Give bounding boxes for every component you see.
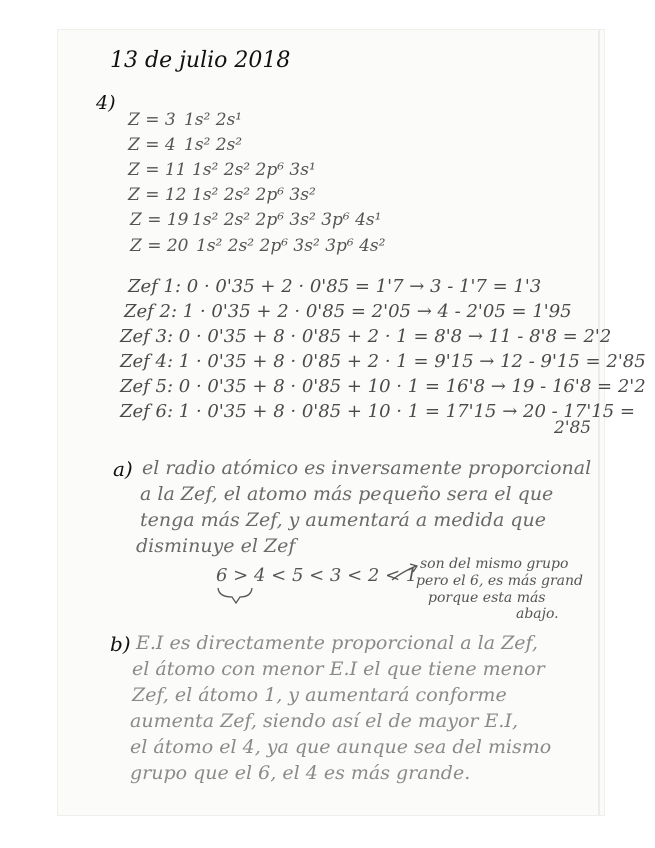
zef-line: Zef 4: 1 · 0'35 + 8 · 0'85 + 2 · 1 = 9'15 → 12 - 9'15 = 2'85 bbox=[120, 351, 646, 372]
part-b-text-line: el átomo el 4, ya que aunque sea del mismo bbox=[130, 736, 552, 758]
config-z-label: Z = 3 bbox=[128, 110, 176, 130]
config-z-label: Z = 20 bbox=[130, 236, 189, 256]
bracket-mark bbox=[218, 588, 252, 603]
part-a-text-line: disminuye el Zef bbox=[136, 535, 296, 557]
zef-line: Zef 6: 1 · 0'35 + 8 · 0'85 + 10 · 1 = 17'15 → 20 - 17'15 = bbox=[120, 401, 635, 422]
order-note-line: abajo. bbox=[516, 606, 559, 622]
order-note-line: porque esta más bbox=[428, 590, 546, 606]
zef-last-result: 2'85 bbox=[554, 418, 592, 438]
part-b-text-line: Zef, el átomo 1, y aumentará conforme bbox=[132, 684, 507, 706]
config-z-label: Z = 11 bbox=[128, 160, 187, 180]
config-value: 1s² 2s² 2p⁶ 3s² bbox=[192, 185, 316, 205]
question-number: 4) bbox=[96, 92, 116, 114]
config-value: 1s² 2s¹ bbox=[184, 110, 243, 130]
part-b-label: b) bbox=[110, 632, 131, 656]
part-a-text-line: tenga más Zef, y aumentará a medida que bbox=[140, 509, 546, 531]
config-value: 1s² 2s² 2p⁶ 3s² 3p⁶ 4s¹ bbox=[192, 210, 382, 230]
zef-line: Zef 1: 0 · 0'35 + 2 · 0'85 = 1'7 → 3 - 1'7 = 1'3 bbox=[128, 276, 542, 297]
zef-line: Zef 2: 1 · 0'35 + 2 · 0'85 = 2'05 → 4 - 2'05 = 1'95 bbox=[124, 301, 572, 322]
config-value: 1s² 2s² bbox=[184, 135, 243, 155]
config-value: 1s² 2s² 2p⁶ 3s¹ bbox=[192, 160, 316, 180]
order-note-line: pero el 6, es más grand bbox=[416, 573, 583, 589]
part-b-text-line: aumenta Zef, siendo así el de mayor E.I, bbox=[130, 710, 518, 732]
note-arrow bbox=[392, 566, 416, 580]
part-b-text-line: E.I es directamente proporcional a la Zef, bbox=[136, 632, 538, 654]
radius-order: 6 > 4 < 5 < 3 < 2 < 1 bbox=[216, 565, 418, 586]
zef-line: Zef 3: 0 · 0'35 + 8 · 0'85 + 2 · 1 = 8'8 → 11 - 8'8 = 2'2 bbox=[120, 326, 612, 347]
part-a-text-line: el radio atómico es inversamente proporcional bbox=[142, 457, 592, 479]
order-note-line: son del mismo grupo bbox=[420, 556, 569, 572]
zef-line: Zef 5: 0 · 0'35 + 8 · 0'85 + 10 · 1 = 16'8 → 19 - 16'8 = 2'2 bbox=[120, 376, 646, 397]
config-z-label: Z = 19 bbox=[130, 210, 189, 230]
config-value: 1s² 2s² 2p⁶ 3s² 3p⁶ 4s² bbox=[196, 236, 386, 256]
config-z-label: Z = 4 bbox=[128, 135, 176, 155]
date-heading: 13 de julio 2018 bbox=[110, 48, 291, 73]
part-b-text-line: el átomo con menor E.I el que tiene menor bbox=[132, 658, 545, 680]
part-b-text-line: grupo que el 6, el 4 es más grande. bbox=[130, 762, 471, 784]
config-z-label: Z = 12 bbox=[128, 185, 187, 205]
part-a-label: a) bbox=[113, 457, 133, 481]
part-a-text-line: a la Zef, el atomo más pequeño sera el que bbox=[140, 483, 554, 505]
